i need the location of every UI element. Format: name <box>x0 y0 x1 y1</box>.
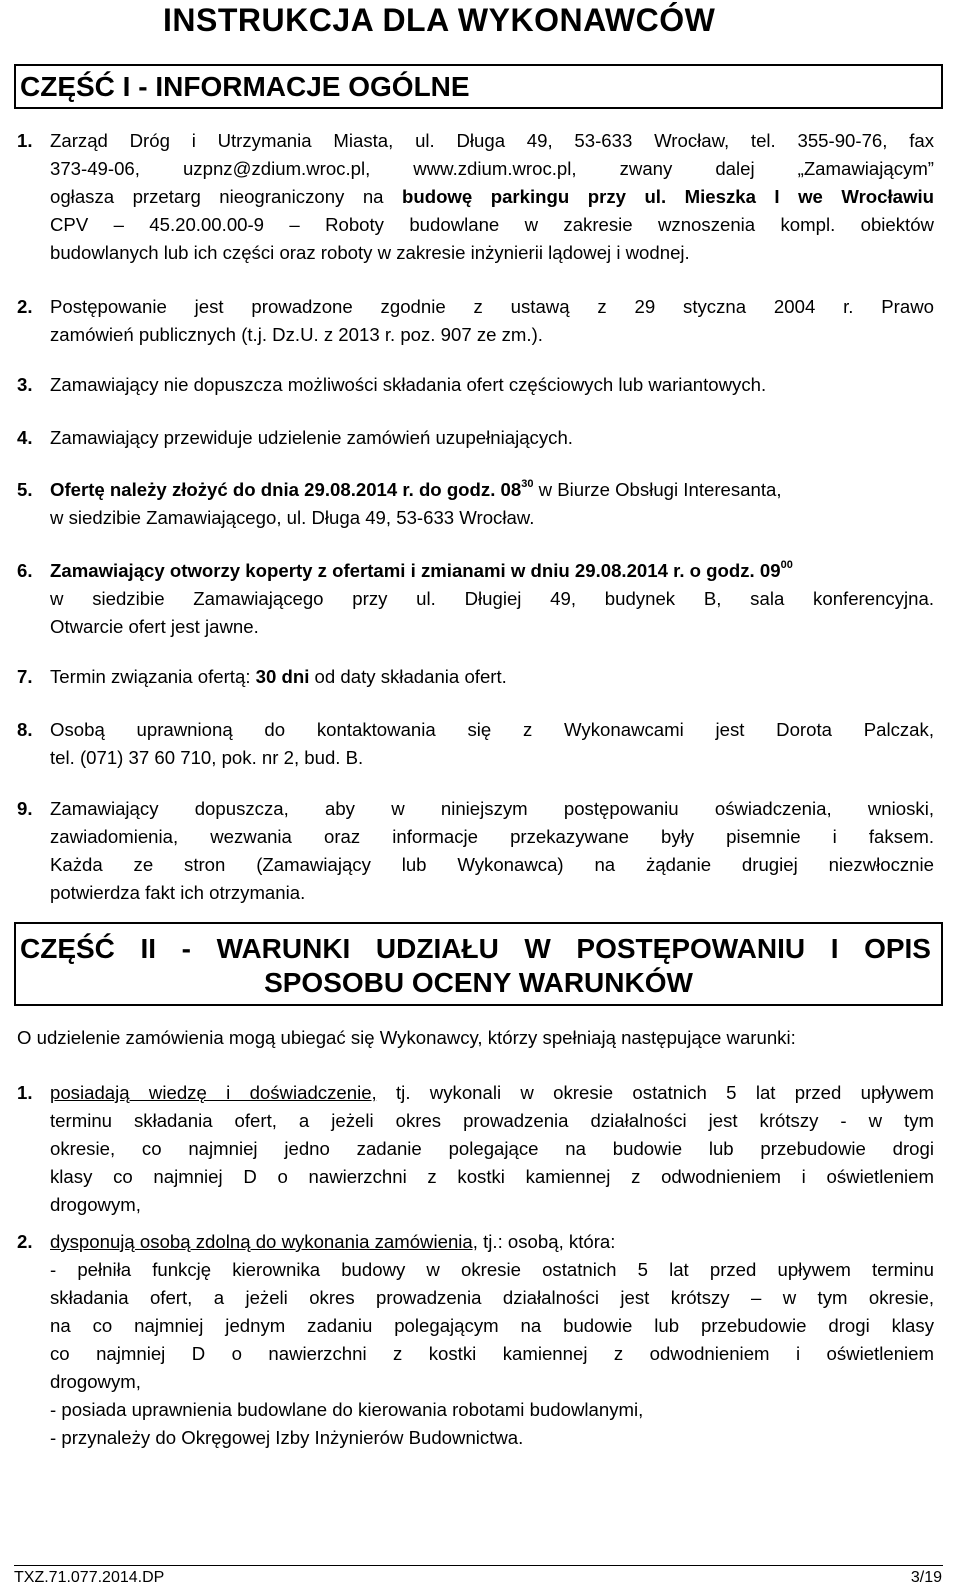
section-2-heading-line-1: CZĘŚĆ II - WARUNKI UDZIAŁU W POSTĘPOWANIU I OPIS <box>20 933 931 964</box>
condition-2-text <box>50 1228 934 1452</box>
item-5-place: w Biurze Obsługi Interesanta, <box>533 479 782 500</box>
item-3-text: Zamawiający nie dopuszcza możliwości składania ofert częściowych lub wariantowych. <box>50 374 767 395</box>
item-1-line-3-pre: ogłasza przetarg nieograniczony na <box>50 186 402 207</box>
condition-1-line-2: terminu składania ofert, a jeżeli okres prowadzenia działalności jest krótszy - w tym <box>50 1110 934 1131</box>
item-8-number: 8. <box>17 719 33 740</box>
condition-2-number: 2. <box>17 1231 33 1252</box>
item-9-text <box>50 795 934 907</box>
condition-2-line-6: drogowym, <box>50 1371 141 1392</box>
item-5-deadline: Ofertę należy złożyć do dnia 29.08.2014 r. do godz. 08 <box>50 479 522 500</box>
condition-1-line-5: drogowym, <box>50 1194 141 1215</box>
document-title: INSTRUKCJA DLA WYKONAWCÓW <box>163 2 716 38</box>
condition-1-line-1 <box>50 1079 934 1107</box>
item-2-line-1: Postępowanie jest prowadzone zgodnie z ustawą z 29 styczna 2004 r. Prawo <box>50 296 934 317</box>
item-5-line-2: w siedzibie Zamawiającego, ul. Długa 49, 53-633 Wrocław. <box>50 507 535 528</box>
item-7-text <box>50 663 934 691</box>
item-9-line-3: Każda ze stron (Zamawiający lub Wykonawca) na żądanie drugiej niezwłocznie <box>50 854 934 875</box>
condition-2-line-5: co najmniej D o nawierzchni z kostki kamiennej z odwodnieniem i oświetleniem <box>50 1343 934 1364</box>
item-5-superscript: 30 <box>521 478 534 490</box>
item-1-subject: budowę parkingu przy ul. Mieszka I we Wrocławiu <box>402 186 934 207</box>
item-7-pre: Termin związania ofertą: <box>50 666 256 687</box>
condition-2-line-7: - posiada uprawnienia budowlane do kierowania robotami budowlanymi, <box>50 1399 644 1420</box>
item-1-line-3 <box>50 183 934 211</box>
condition-2-underlined: dysponują osobą zdolną do wykonania zamówienia, <box>50 1231 478 1252</box>
condition-1-rest: tj. wykonali w okresie ostatnich 5 lat przed upływem <box>376 1082 934 1103</box>
item-8-line-2: tel. (071) 37 60 710, pok. nr 2, bud. B. <box>50 747 364 768</box>
item-1-text <box>50 127 934 267</box>
item-6-number: 6. <box>17 560 33 581</box>
condition-2-line-3: składania ofert, a jeżeli okres prowadzenia działalności jest krótszy – w tym okresie, <box>50 1287 934 1308</box>
item-2-text <box>50 293 934 349</box>
item-9-line-4: potwierdza fakt ich otrzymania. <box>50 882 306 903</box>
item-9-line-2: zawiadomienia, wezwania oraz informacje przekazywane były pisemnie i faksem. <box>50 826 934 847</box>
item-9-line-1: Zamawiający dopuszcza, aby w niniejszym postępowaniu oświadczenia, wnioski, <box>50 798 934 819</box>
condition-1-number: 1. <box>17 1082 33 1103</box>
item-9-number: 9. <box>17 798 33 819</box>
section-2-heading-line-2: SPOSOBU OCENY WARUNKÓW <box>264 967 693 998</box>
condition-2-line-1 <box>50 1228 934 1256</box>
item-7-post: od daty składania ofert. <box>309 666 507 687</box>
condition-2-line-2: - pełniła funkcję kierownika budowy w okresie ostatnich 5 lat przed upływem terminu <box>50 1259 934 1280</box>
section-2-heading <box>14 922 943 1006</box>
item-2-number: 2. <box>17 296 33 317</box>
item-5-line-1 <box>50 476 934 504</box>
item-7-days: 30 dni <box>255 666 310 687</box>
item-2-line-2: zamówień publicznych (t.j. Dz.U. z 2013 r. poz. 907 ze zm.). <box>50 324 543 345</box>
condition-2-rest: tj.: osobą, która: <box>477 1231 616 1252</box>
item-1-line-5: budowlanych lub ich części oraz roboty w zakresie inżynierii lądowej i wodnej. <box>50 242 690 263</box>
item-6-text <box>50 557 934 641</box>
condition-1-line-4: klasy co najmniej D o nawierzchni z kostki kamiennej z odwodnieniem i oświetleniem <box>50 1166 934 1187</box>
condition-1-underlined: posiadają wiedzę i doświadczenie, <box>50 1082 377 1103</box>
item-6-line-3: Otwarcie ofert jest jawne. <box>50 616 259 637</box>
item-6-line-2: w siedzibie Zamawiającego przy ul. Długiej 49, budynek B, sala konferencyjna. <box>50 588 934 609</box>
item-3-number: 3. <box>17 374 33 395</box>
item-6-opening: Zamawiający otworzy koperty z ofertami i zmianami w dniu 29.08.2014 r. o godz. 09 <box>50 560 781 581</box>
item-1-line-4: CPV – 45.20.00.00-9 – Roboty budowlane w zakresie wznoszenia kompl. obiektów <box>50 214 934 235</box>
footer-rule <box>14 1565 943 1566</box>
item-7-number: 7. <box>17 666 33 687</box>
item-8-line-1: Osobą uprawnioną do kontaktowania się z Wykonawcami jest Dorota Palczak, <box>50 719 934 740</box>
condition-2-line-8: - przynależy do Okręgowej Izby Inżynierów Budownictwa. <box>50 1427 524 1448</box>
item-6-line-1 <box>50 557 934 585</box>
section-2-intro: O udzielenie zamówienia mogą ubiegać się Wykonawcy, którzy spełniają następujące warunki: <box>17 1027 796 1048</box>
item-1-line-2: 373-49-06, uzpnz@zdium.wroc.pl, www.zdium.wroc.pl, zwany dalej „Zamawiającym” <box>50 158 934 179</box>
item-5-text <box>50 476 934 532</box>
item-4-number: 4. <box>17 427 33 448</box>
item-1-number: 1. <box>17 130 33 151</box>
condition-1-line-3: okresie, co najmniej jedno zadanie polegające na budowie lub przebudowie drogi <box>50 1138 934 1159</box>
item-5-number: 5. <box>17 479 33 500</box>
condition-2-line-4: na co najmniej jednym zadaniu polegającym na budowie lub przebudowie drogi klasy <box>50 1315 934 1336</box>
item-8-text <box>50 716 934 772</box>
item-4-text: Zamawiający przewiduje udzielenie zamówień uzupełniających. <box>50 427 573 448</box>
item-6-superscript: 00 <box>780 559 793 571</box>
section-1-heading: CZĘŚĆ I - INFORMACJE OGÓLNE <box>14 64 943 109</box>
condition-1-text <box>50 1079 934 1219</box>
footer-reference: TXZ.71.077.2014.DP <box>14 1569 165 1586</box>
page-number: 3/19 <box>910 1569 942 1586</box>
item-1-line-1: Zarząd Dróg i Utrzymania Miasta, ul. Długa 49, 53-633 Wrocław, tel. 355-90-76, fax <box>50 130 934 151</box>
